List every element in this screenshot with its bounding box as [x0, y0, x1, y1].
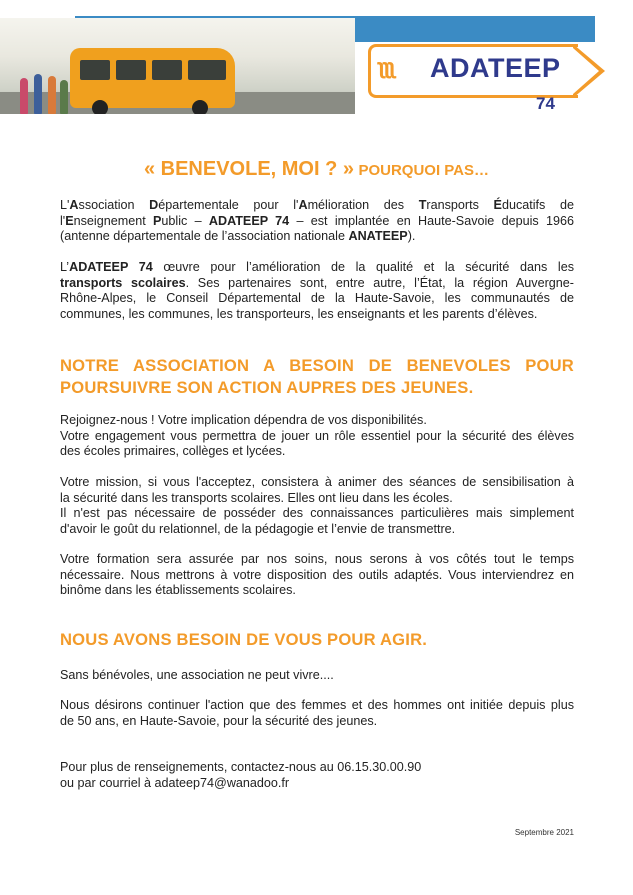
logo-name: ADATEEP	[430, 53, 561, 83]
people-icon: ʅʅʅ	[378, 54, 394, 79]
section1-paragraph-3: Votre formation sera assurée par nos soins, nous serons à vos côtés tout le temps nécessaire. Nous mettrons à votre disposition des outils adaptés. Vous interviendrez en binôme dans les établissements scolaires.	[60, 552, 574, 598]
section2-paragraph-2: Nous désirons continuer l'action que des femmes et des hommes ont initiée depuis plus de 50 ans, en Haute-Savoie, pour la sécurité des jeunes.	[60, 698, 574, 728]
intro-p2-line-1: L’ADATEEP 74 œuvre pour l’amélioration de la qualité et la sécurité dans les	[60, 260, 574, 274]
bus-illustration	[70, 48, 235, 108]
section1-paragraph-2: Votre mission, si vous l'acceptez, consistera à animer des séances de sensibilisation à la sécurité dans les transports scolaires. Elles ont lieu dans les écoles. Il n'est pas nécessaire de posséder des connaissances particulières mais simplement d'avoir le goût du relationnel, de la pédagogie et l’envie de transmettre.	[60, 475, 574, 536]
intro-p1-line-2: l'Enseignement Public – ADATEEP 74 – est implantée en Haute-Savoie depuis 1966	[60, 213, 574, 228]
intro-p2-line-2: transports scolaires. Ses partenaires sont, entre autre, l’État, la région Auvergne-	[60, 275, 574, 290]
section-heading-volunteers: NOTRE ASSOCIATION A BESOIN DE BENEVOLES POUR POURSUIVRE SON ACTION AUPRES DES JEUNES.	[60, 356, 574, 397]
intro-p2-line-3: Rhône-Alpes, le Conseil Départemental de la Haute-Savoie, les communautés de	[60, 291, 574, 306]
page-title	[0, 158, 633, 181]
contact-email-line: ou par courriel à adateep74@wanadoo.fr	[60, 775, 290, 790]
title-main: « BENEVOLE, MOI ? »	[143, 158, 354, 180]
section-heading-act: NOUS AVONS BESOIN DE VOUS POUR AGIR.	[60, 630, 428, 649]
children-figures	[18, 66, 68, 114]
section2-paragraph-1: Sans bénévoles, une association ne peut vivre....	[60, 668, 334, 682]
contact-phone-line: Pour plus de renseignements, contactez-nous au 06.15.30.00.90	[60, 760, 422, 774]
logo-number: 74	[536, 94, 555, 113]
contact-block	[60, 760, 574, 791]
intro-paragraph-1	[60, 198, 574, 245]
school-bus-photo	[0, 18, 355, 114]
intro-paragraph-2	[60, 260, 574, 322]
page-header	[0, 0, 633, 120]
footer-date: Septembre 2021	[514, 828, 574, 837]
title-sub: POURQUOI PAS…	[358, 162, 490, 179]
intro-p1-line-3: (antenne départementale de l’association nationale ANATEEP).	[60, 229, 416, 244]
intro-p2-line-4: communes, les communes, les transporteurs, les enseignants et les parents d’élèves.	[60, 306, 538, 321]
adateep-logo	[368, 44, 610, 113]
section1-paragraph-1: Rejoignez-nous ! Votre implication dépendra de vos disponibilités. Votre engagement vous permettra de jouer un rôle essentiel pour la sécurité des élèves des écoles primaires, collèges et lycées.	[60, 413, 574, 459]
intro-p1-line-1: L'Association Départementale pour l'Amélioration des Transports Éducatifs de	[60, 198, 574, 212]
